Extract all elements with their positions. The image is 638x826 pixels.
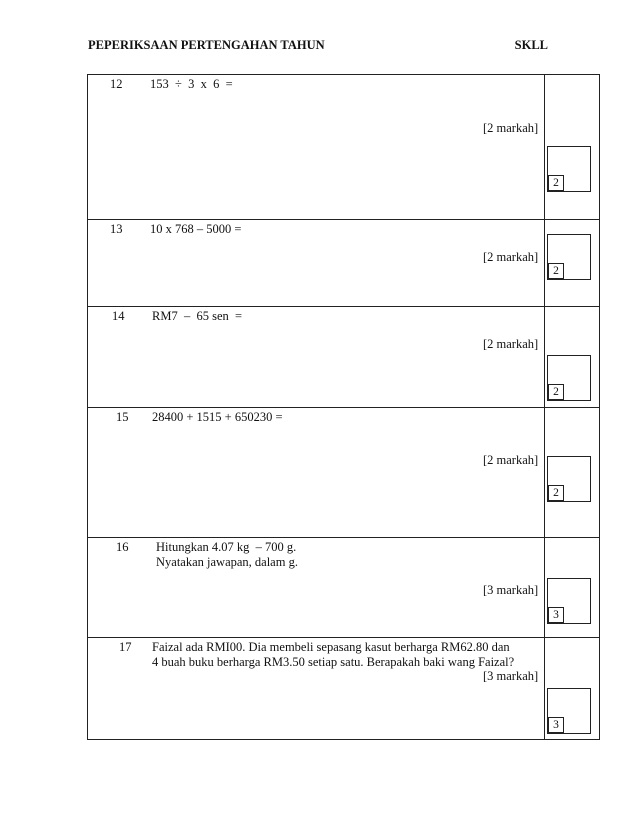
marks-label: [2 markah] — [483, 121, 539, 135]
max-score: 3 — [548, 717, 564, 733]
marks-label: [2 markah] — [483, 453, 539, 467]
max-score: 2 — [548, 384, 564, 400]
max-score: 2 — [548, 263, 564, 279]
score-box — [547, 355, 591, 401]
school-code: SKLL — [514, 38, 548, 52]
max-score: 3 — [548, 607, 564, 623]
score-box — [547, 456, 591, 502]
question-number: 12 — [110, 77, 123, 91]
score-box — [547, 688, 591, 734]
question-text-line-2: 4 buah buku berharga RM3.50 setiap satu. Berapakah baki wang Faizal? — [152, 655, 515, 669]
question-number: 13 — [110, 222, 123, 236]
question-number: 17 — [119, 640, 132, 654]
marks-label: [2 markah] — [483, 250, 539, 264]
max-score: 2 — [548, 485, 564, 501]
row-divider — [87, 537, 600, 538]
exam-title: PEPERIKSAAN PERTENGAHAN TAHUN — [88, 38, 325, 52]
max-score: 2 — [548, 175, 564, 191]
question-text: RM7 – 65 sen = — [152, 309, 243, 323]
row-divider — [87, 219, 600, 220]
question-number: 14 — [112, 309, 125, 323]
question-text-line-1: Faizal ada RMI00. Dia membeli sepasang kasut berharga RM62.80 dan — [152, 640, 510, 654]
question-text: 28400 + 1515 + 650230 = — [152, 410, 283, 424]
question-text: 10 x 768 – 5000 = — [150, 222, 242, 236]
question-text: 153 ÷ 3 x 6 = — [150, 77, 233, 91]
score-box — [547, 578, 591, 624]
marks-label: [3 markah] — [483, 583, 539, 597]
question-number: 15 — [116, 410, 129, 424]
row-divider — [87, 306, 600, 307]
marks-label: [3 markah] — [483, 669, 539, 683]
page-header — [88, 38, 548, 54]
row-divider — [87, 637, 600, 638]
row-divider — [87, 407, 600, 408]
question-text-line-1: Hitungkan 4.07 kg – 700 g. — [156, 540, 297, 554]
score-box — [547, 234, 591, 280]
score-box — [547, 146, 591, 192]
question-number: 16 — [116, 540, 129, 554]
marks-label: [2 markah] — [483, 337, 539, 351]
question-text-line-2: Nyatakan jawapan, dalam g. — [156, 555, 298, 569]
